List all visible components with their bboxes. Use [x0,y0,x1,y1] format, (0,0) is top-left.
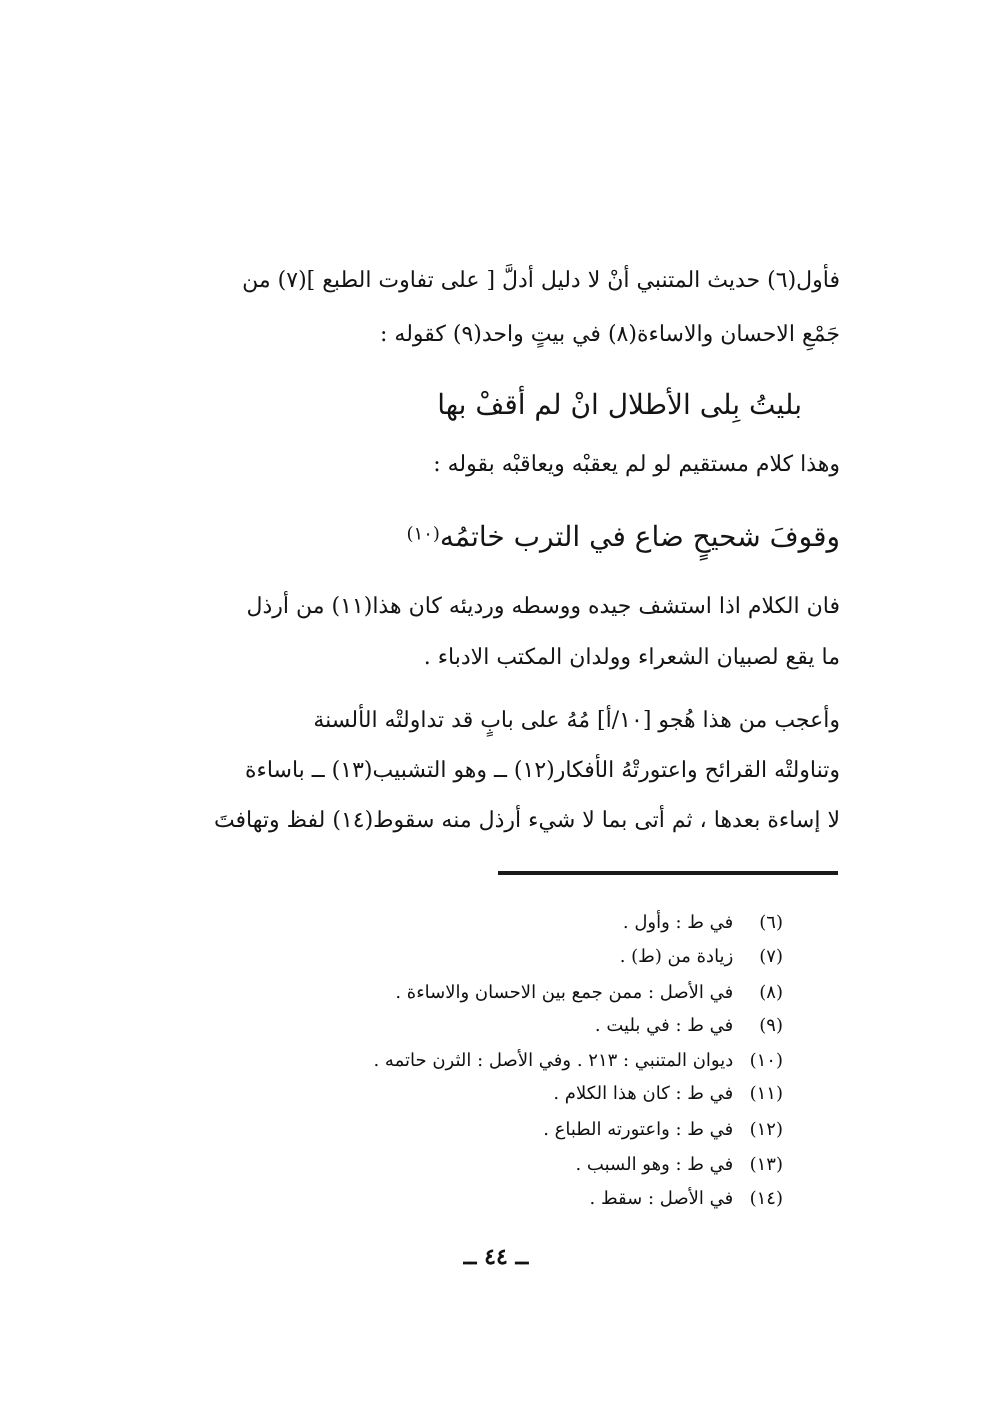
body-line: جَمْعِ الاحسان والاساءة(٨) في بيتٍ واحد(٩) كقوله : [380,322,840,347]
footnote-text: زيادة من (ط) . [619,946,734,967]
body-line: فان الكلام اذا استشف جيده ووسطه ورديئه كان هذا(١١) من أرذل [246,594,840,619]
footnote-item [590,1186,783,1212]
body-line: وهذا كلام مستقيم لو لم يعقبْه ويعاقبْه بقوله : [433,452,840,477]
footnote-divider [498,871,838,875]
footnote-item [620,944,783,970]
footnote-number: (٩) [759,1015,783,1036]
body-line: فأول(٦) حديث المتنبي أنْ لا دليل أدلَّ [ على تفاوت الطبع ](٧) من [242,268,840,293]
footnote-number: (١٣) [749,1154,783,1175]
footnote-number: (١٢) [749,1119,783,1140]
body-line: ما يقع لصبيان الشعراء وولدان المكتب الادباء . [423,645,840,670]
footnote-text: في ط : وهو السبب . [575,1154,734,1175]
page-number: ــ ٤٤ ــ [463,1244,529,1270]
footnote-item [623,910,783,936]
body-line: لا إساءة بعدها ، ثم أتى بما لا شيء أرذل منه سقوط(١٤) لفظ وتهافتَ [213,808,840,833]
body-line: وأعجب من هذا هُجو [١٠/أ] مُهُ على بابٍ قد تداولتْه الألسنة [313,708,840,733]
footnote-text: في ط : وأول . [622,912,734,933]
footnote-text: في ط : في بليت . [594,1015,734,1036]
verse-line: بليتُ بِلى الأطلال انْ لم أقفْ بها [437,388,802,421]
body-line: وتناولتْه القرائح واعتورتْهُ الأفكار(١٢) ــ وهو التشبيب(١٣) ــ باساءة [244,758,840,783]
footnote-item [553,1081,783,1107]
footnote-number: (٦) [759,912,783,933]
verse-line-with-ref [407,520,841,553]
footnote-ref: (١٠) [406,523,440,545]
footnote-number: (١٤) [749,1188,783,1209]
footnote-text: في الأصل : سقط . [589,1188,734,1209]
footnote-item [543,1117,783,1143]
footnote-text: في ط : كان هذا الكلام . [553,1083,734,1104]
footnote-number: (١١) [749,1083,783,1104]
footnote-item [395,980,783,1006]
footnote-number: (٧) [759,946,783,967]
footnote-text: في ط : واعتورته الطباع . [543,1119,734,1140]
footnote-item [595,1013,783,1039]
footnote-text: في الأصل : ممن جمع بين الاحسان والاساءة . [395,982,734,1003]
verse-text: وقوفَ شحيحٍ ضاع في الترب خاتمُه [439,520,840,553]
footnote-number: (١٠) [749,1050,783,1071]
footnote-number: (٨) [759,982,783,1003]
footnote-text: ديوان المتنبي : ٢١٣ . وفي الأصل : الثرن حاتمه . [373,1050,734,1071]
footnote-item [575,1152,783,1178]
footnote-item [373,1048,783,1074]
